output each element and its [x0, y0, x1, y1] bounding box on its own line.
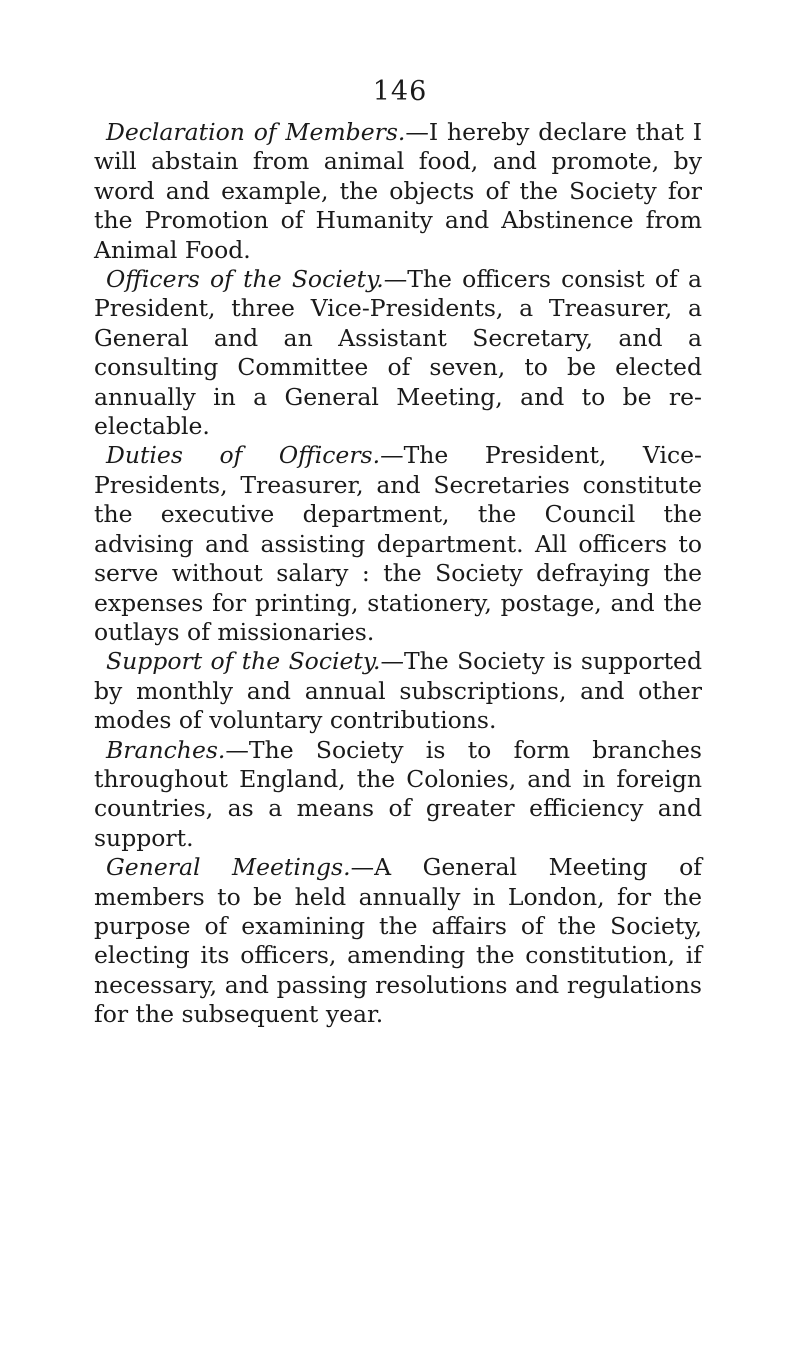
section-heading: Duties of Officers.: [106, 441, 381, 470]
section-heading: General Meetings.: [106, 853, 351, 882]
paragraph-duties-of-officers: [94, 441, 702, 647]
paragraph-support-of-the-society: [94, 647, 702, 735]
section-body: —The officers consist of a President, three Vice-Presidents, a Treasurer, a General and an Assistant Secretary, and a consulting Committee of seven, to be elected annually in a General Meeting, and to be re-electable.: [94, 265, 702, 441]
section-body: —The President, Vice-Presidents, Treasurer, and Secretaries constitute the executive department, the Council the advising and assisting department. All officers to serve without salary : the Society defraying the expenses for printing, stationery, postage, and the outlays of missionaries.: [94, 441, 702, 646]
section-heading: Support of the Society.: [106, 647, 381, 676]
section-body: —I hereby declare that I will abstain from animal food, and promote, by word and example, the objects of the Society for the Promotion of Humanity and Abstinence from Animal Food.: [94, 118, 702, 264]
page-number: 146: [372, 76, 428, 107]
section-heading: Branches.: [106, 735, 226, 764]
section-body: —The Society is to form branches throughout England, the Colonies, and in foreign countries, as a means of greater efficiency and support.: [94, 735, 702, 852]
section-heading: Officers of the Society.: [106, 265, 384, 294]
section-body: —A General Meeting of members to be held annually in London, for the purpose of examining the affairs of the Society, electing its officers, amending the constitution, if necessary, and passing resolutions and regulations for the subsequent year.: [94, 853, 702, 1029]
paragraph-officers-of-the-society: [94, 265, 702, 441]
section-heading: Declaration of Members.: [106, 118, 406, 146]
paragraph-declaration-of-members: [94, 118, 702, 265]
section-body: —The Society is supported by monthly and annual subscriptions, and other modes of voluntary contributions.: [94, 647, 702, 735]
document-body: [94, 118, 702, 1030]
paragraph-branches: [94, 736, 702, 854]
paragraph-general-meetings: [94, 853, 702, 1029]
